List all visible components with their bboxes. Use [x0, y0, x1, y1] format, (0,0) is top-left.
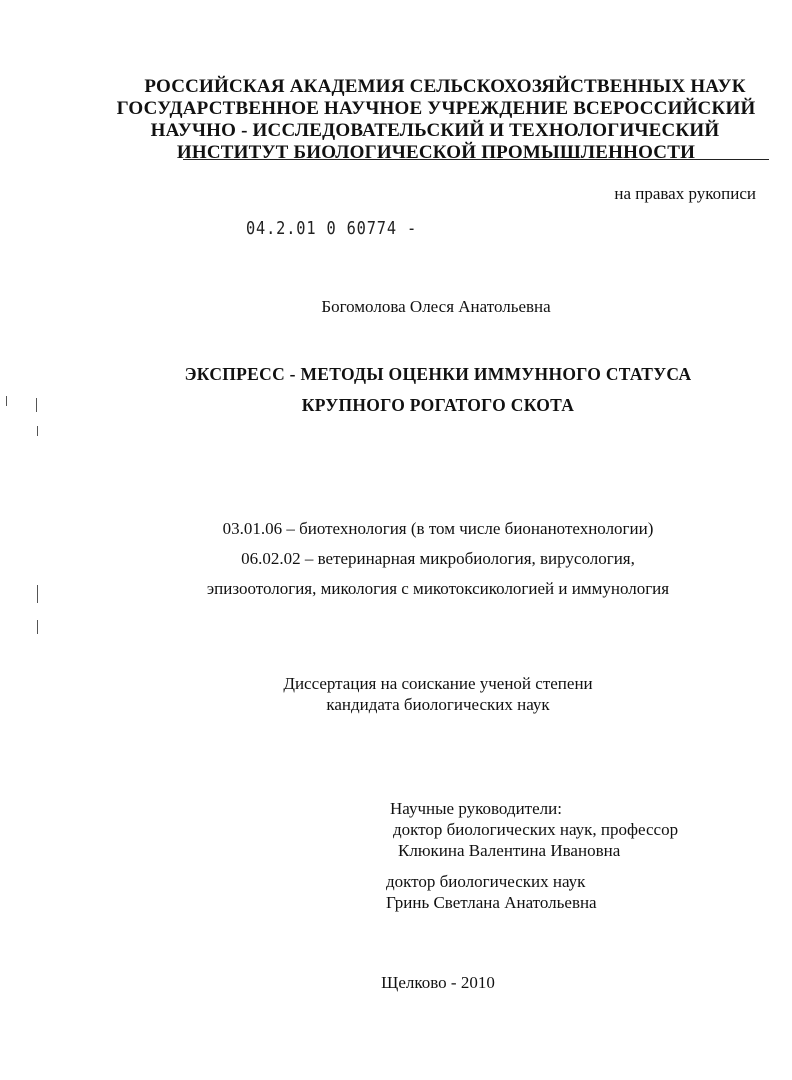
scan-artifact [36, 398, 37, 412]
header-divider [183, 159, 769, 160]
specialty-codes [0, 514, 792, 604]
author-name: Богомолова Олеся Анатольевна [321, 297, 551, 316]
title-line-1: ЭКСПРЕСС - МЕТОДЫ ОЦЕНКИ ИММУННОГО СТАТУСА [184, 364, 692, 384]
registration-stamp: 04.2.01 0 60774 - [246, 218, 418, 239]
supervisor-2-degree: доктор биологических наук [386, 872, 586, 891]
city-year: Щелково - 2010 [381, 973, 495, 992]
header-line-2: ГОСУДАРСТВЕННОЕ НАУЧНОЕ УЧРЕЖДЕНИЕ ВСЕРОССИЙСКИЙ [116, 98, 756, 119]
supervisors-block [390, 798, 678, 861]
supervisor-2-name: Гринь Светлана Анатольевна [386, 893, 597, 912]
specialty-line-1: 03.01.06 – биотехнология (в том числе бионанотехнологии) [222, 519, 654, 538]
scan-artifact [6, 396, 7, 406]
specialty-line-3: эпизоотология, микология с микотоксикологией и иммунология [206, 579, 670, 598]
dissertation-title [0, 359, 792, 421]
supervisor-2-block [386, 871, 597, 913]
header-line-4: ИНСТИТУТ БИОЛОГИЧЕСКОЙ ПРОМЫШЛЕННОСТИ [176, 142, 696, 163]
degree-statement [0, 673, 792, 715]
scan-artifact [37, 620, 38, 634]
rights-note: на правах рукописи [614, 184, 756, 203]
supervisor-1-degree: доктор биологических наук, профессор [393, 820, 679, 839]
scan-artifact [37, 426, 38, 436]
header-line-3: НАУЧНО - ИССЛЕДОВАТЕЛЬСКИЙ И ТЕХНОЛОГИЧЕСКИЙ [150, 120, 720, 141]
institution-header [0, 76, 792, 164]
degree-line-2: кандидата биологических наук [326, 695, 550, 714]
degree-line-1: Диссертация на соискание ученой степени [283, 674, 593, 693]
supervisor-1-name: Клюкина Валентина Ивановна [398, 841, 621, 860]
title-line-2: КРУПНОГО РОГАТОГО СКОТА [301, 395, 575, 415]
supervisors-heading: Научные руководители: [390, 799, 562, 818]
specialty-line-2: 06.02.02 – ветеринарная микробиология, вирусология, [241, 549, 635, 568]
scan-artifact [37, 585, 38, 603]
header-line-1: РОССИЙСКАЯ АКАДЕМИЯ СЕЛЬСКОХОЗЯЙСТВЕННЫХ НАУК [144, 76, 746, 97]
